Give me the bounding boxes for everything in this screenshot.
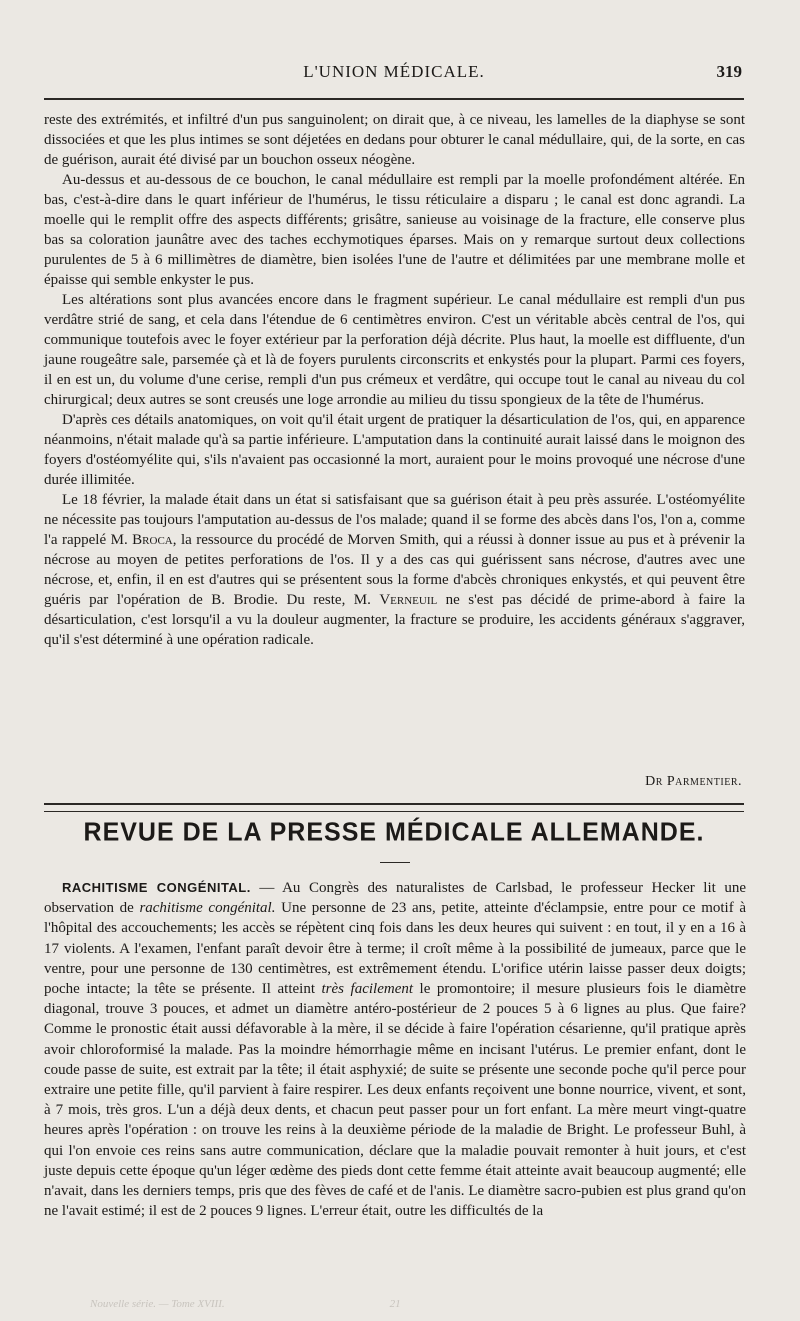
article-lead: RACHITISME CONGÉNITAL. — [62, 880, 251, 895]
text-run: , la ressource du procédé de Morven Smith, qui a réussi à donner issue au pus et à prévenir la nécrose au moyen de petites perforations de l'os. Il y a des cas qui guérissent sans nécrose, d'autres avec une nécrose, et, enfin, il en est d'autres qui se présentent sous la forme d'abcès chroniques enkystés, et qui peuvent être guéris par l'opération de B. Brodie. Du reste, M. — [44, 532, 745, 608]
short-rule — [380, 862, 410, 863]
paragraph: Au-dessus et au-dessous de ce bouchon, le canal médullaire est rempli par la moelle profondément altérée. En bas, c'est-à-dire dans le quart inférieur de l'humérus, le tissu réticulaire a disparu ; le canal est donc agrandi. La moelle qui le remplit offre des aspects différents; grisâtre, sanieuse au voisinage de la fracture, elle conserve plus bas sa coloration jaunâtre avec des taches ecchymotiques éparses. Mais on y remarque surtout deux collections purulentes de 5 à 6 millimètres de diamètre, bien isolées l'une de l'autre et délimitées par une membrane molle et épaisse qui semble enkyster le pus. — [44, 172, 745, 288]
section-title: REVUE DE LA PRESSE MÉDICALE ALLEMANDE. — [83, 817, 705, 847]
text-run: ne s'est pas décidé de prime-abord à faire la désarticulation, c'est lorsqu'il a vu la douleur augmenter, la fracture se produire, les accidents généraux s'aggraver, qu'il s'est déterminé à une opération radicale. — [44, 592, 745, 648]
text-run: Le 18 février, la malade était dans un état si satisfaisant que sa guérison était à peu près assurée. L'ostéomyélite ne nécessite pas toujours l'amputation au-dessus de l'os malade; quand il se forme des abcès dans l'os, l'on a, comme l'a rappelé M. — [44, 492, 745, 548]
paragraph — [44, 878, 746, 1221]
signature-mark: 21 — [389, 1298, 401, 1310]
page-number: 319 — [716, 62, 742, 81]
name-broca: Broca — [132, 532, 173, 548]
text-run: Une personne de 23 ans, petite, atteinte d'éclampsie, entre pour ce motif à l'hôpital des accouchements; les accès se répètent cinq fois dans les deux heures qui suivent : en tout, il y en a 16 à 17 violents. A l'examen, l'enfant paraît devoir être à terme; il croît même à la possibilité de jumeaux, parce que le ventre, pour une personne de 130 centimètres, est extrêmement étendu. L'orifice utérin laisse passer deux doigts; poche intacte; la tête se présente. Il atteint — [44, 900, 746, 998]
paragraph: D'après ces détails anatomiques, on voit qu'il était urgent de pratiquer la désarticulation de l'os, qui, en apparence néanmoins, n'était malade qu'à sa partie inférieure. L'amputation dans la continuité aurait laissé dans le moignon des foyers d'ostéomyélite qui, s'ils n'avaient pas occasionné la mort, auraient pour le moins provoqué une nécrose d'une durée illimitée. — [44, 412, 745, 488]
text-run: le promontoire; il mesure plusieurs fois le diamètre diagonal, trouve 3 pouces, et admet un diamètre antéro-postérieur de 2 pouces 5 à 6 lignes au plus. Que faire? Comme le pronostic était aussi défavorable à la mère, il se décide à faire l'opération césarienne, qu'il pratique après avoir chloroformisé la malade. Pas la moindre hémorrhagie même en incisant l'utérus. Le premier enfant, dont le coude passe de suite, est extrait par la tête; il était asphyxié; de suite se présente une seconde poche qu'il perce pour extraire une petite fille, qu'il parvient à faire respirer. Les deux enfants reçoivent une bonne nourrice, vivent, et sont, à 7 mois, très gros. L'un a déjà deux dents, et chacun peut passer pour un fort enfant. La mère meurt vingt-quatre heures après l'opération : on trouve les reins à la deuxième période de la maladie de Bright. Le professeur Buhl, à qui l'on envoie ces reins sans autre communication, déclare que la maladie pouvait remonter à huit jours, et c'est juste depuis cette époque qu'un léger œdème des pieds dont cette femme était atteinte avait beaucoup augmenté; elle n'avait, dans les derniers temps, pris que des fèves de café et de l'anis. Le diamètre sacro-pubien est plus grand qu'on ne l'avait estimé; il est de 2 pouces 9 lignes. L'erreur était, outre les difficultés de la — [44, 981, 746, 1220]
emphasis: rachitisme congénital. — [139, 900, 276, 917]
section-body — [44, 878, 746, 1221]
text-run: — Au Congrès des naturalistes de Carlsbad, le professeur Hecker lit une observation de — [44, 880, 746, 917]
footer-series — [90, 1298, 401, 1310]
journal-title: L'UNION MÉDICALE. — [303, 62, 485, 81]
article-body — [44, 110, 745, 650]
name-verneuil: Verneuil — [379, 592, 438, 608]
paragraph: Les altérations sont plus avancées encore dans le fragment supérieur. Le canal médullaire est rempli d'un pus verdâtre strié de sang, et cela dans l'étendue de 6 centimètres environ. C'est un véritable abcès central de l'os, qui communique toutefois avec le foyer extérieur par la perforation déjà décrite. Plus haut, la moelle est diffluente, d'un jaune rougeâtre sale, parsemée çà et là de foyers purulents circonscrits et enkystés pour la plupart. Parmi ces foyers, il en est un, du volume d'une cerise, rempli d'un pus crémeux et verdâtre, qui occupe tout le canal au niveau du col chirurgical; deux autres se sont creusés une loge arrondie au milieu du tissu spongieux de la tête de l'humérus. — [44, 292, 745, 408]
paragraph — [44, 490, 745, 650]
author-signature: Dr Parmentier. — [645, 774, 742, 789]
emphasis: très facilement — [321, 981, 414, 998]
running-header — [44, 60, 744, 88]
series-label: Nouvelle série. — Tome XVIII. — [90, 1298, 225, 1310]
paragraph: reste des extrémités, et infiltré d'un pus sanguinolent; on dirait que, à ce niveau, les lamelles de la diaphyse se sont dissociées et que les plus intimes se sont déjetées en dedans pour obturer le canal médullaire, qui, de la sorte, en cas de guérison, aurait été divisé par un bouchon osseux néogène. — [44, 112, 745, 168]
section-divider — [44, 803, 744, 812]
header-rule — [44, 98, 744, 100]
